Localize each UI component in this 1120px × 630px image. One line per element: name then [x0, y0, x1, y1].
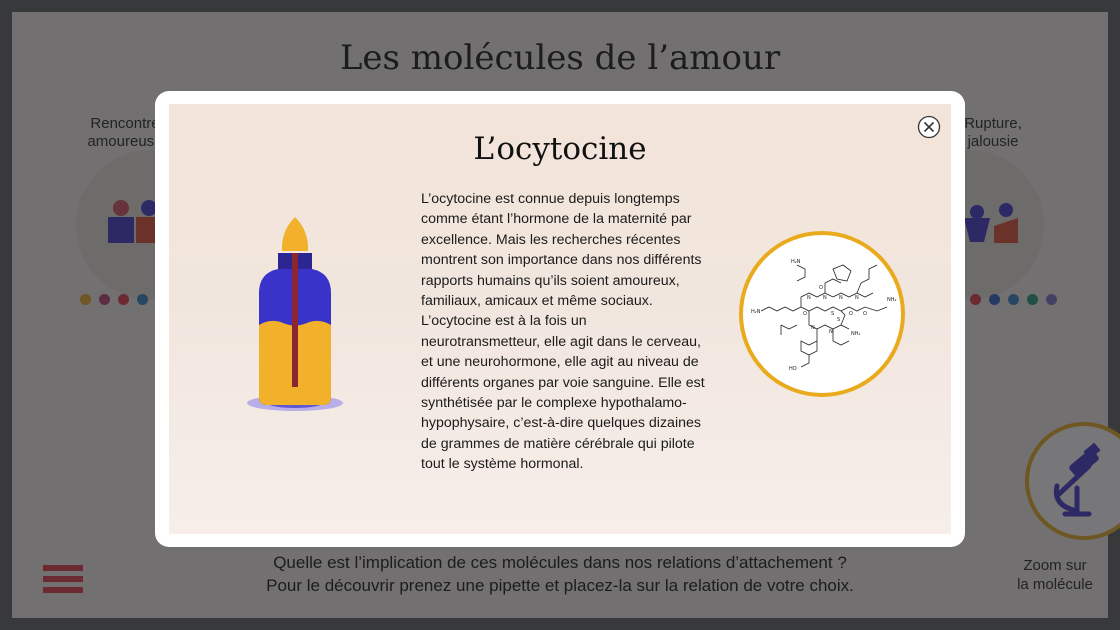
modal-description: L’ocytocine est connue depuis longtemps comme étant l’hormone de la maternité par excellence. Mais les recherches récentes montrent son importance dans nos différents rapports humains qu’ils soient amoureux, familiaux, amicaux et même sociaux. L’ocytocine est à la fois un neurotransmetteur, elle agit dans le cerveau, et une neurohormone, elle agit au niveau de différents organes par voie sanguine. Elle est synthétisée par le complexe hypothalamo-hypophysaire, c’est-à-dire quelques dizaines de grammes de matière cérébrale qui pilote tout le système hormonal.: [421, 191, 705, 473]
molecule-label-n5: N: [811, 325, 815, 331]
molecule-label-s1: S: [831, 311, 835, 317]
molecule-label-o2: O: [849, 311, 853, 317]
molecule-label-h2n-top: H₂N: [791, 259, 801, 265]
pipette-bottle-icon: [245, 213, 345, 413]
molecule-label-h2n: H₂N: [751, 309, 761, 315]
molecule-label-nh2-bottom: NH₂: [851, 331, 861, 337]
oxytocin-molecule-icon: [737, 229, 907, 399]
molecule-label-n1: N: [807, 295, 811, 301]
molecule-label-o1: O: [803, 311, 807, 317]
modal-title: L’ocytocine: [473, 131, 647, 167]
molecule-label-n2: N: [823, 295, 827, 301]
molecule-label-nh2-right: NH₂: [887, 297, 897, 303]
molecule-label-n6: N: [829, 329, 833, 335]
molecule-label-s2: S: [837, 317, 841, 323]
molecule-label-o4: O: [819, 285, 823, 291]
molecule-label-o3: O: [863, 311, 867, 317]
molecule-modal: [155, 91, 965, 547]
molecule-label-n4: N: [855, 295, 859, 301]
molecule-label-ho: HO: [789, 366, 797, 372]
molecule-label-n3: N: [839, 295, 843, 301]
